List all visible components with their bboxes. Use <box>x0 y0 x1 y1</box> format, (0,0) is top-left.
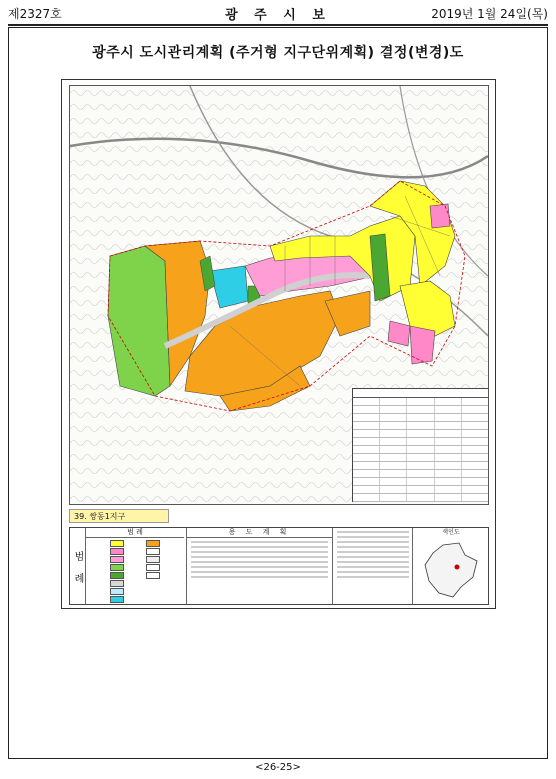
document-title: 광주시 도시관리계획 (주거형 지구단위계획) 결정(변경)도 <box>92 45 464 61</box>
legend-side-label: 범례 <box>70 528 86 604</box>
legend-row <box>88 595 182 602</box>
index-map <box>412 528 489 604</box>
issue-number: 제2327호 <box>8 7 62 21</box>
legend-row <box>88 547 182 554</box>
legend-title: 범 례 <box>86 528 184 538</box>
publication-title: 광 주 시 보 <box>225 8 331 23</box>
header-rule <box>8 24 548 26</box>
legend-row <box>88 571 182 578</box>
legend-row <box>88 539 182 546</box>
legend-panel <box>69 527 489 605</box>
page-number: <26-25> <box>255 762 301 773</box>
plan-info-section <box>332 528 413 604</box>
plan-name: 39. 쌍동1지구 <box>69 509 169 523</box>
legend-row <box>88 555 182 562</box>
plan-sheet <box>61 79 496 609</box>
page-header <box>8 4 548 22</box>
location-marker-icon <box>455 565 460 570</box>
land-use-plan-section <box>186 528 332 604</box>
plan-map <box>69 85 489 505</box>
land-use-table <box>352 388 489 502</box>
land-use-plan-title: 용 도 계 획 <box>187 528 332 538</box>
legend-row <box>88 587 182 594</box>
legend-row <box>88 563 182 570</box>
index-map-title: 색인도 <box>442 529 460 536</box>
legend-row <box>88 579 182 586</box>
index-map-drawing <box>413 537 489 603</box>
issue-date: 2019년 1월 24일(목) <box>431 7 548 21</box>
table-header <box>353 389 489 398</box>
